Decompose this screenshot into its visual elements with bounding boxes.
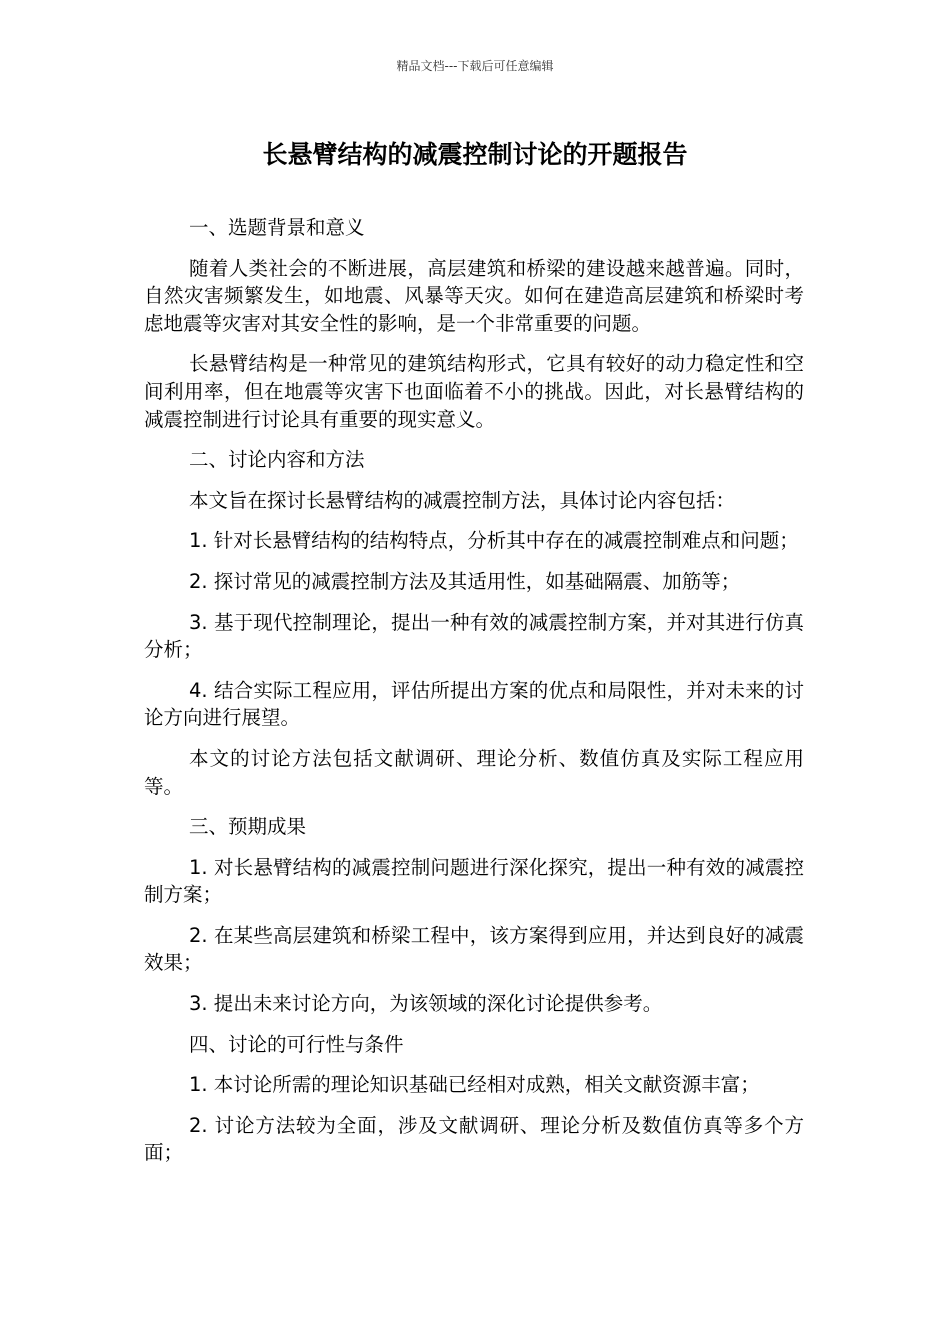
section-heading-background: 一、选题背景和意义 bbox=[189, 216, 365, 239]
paragraph: 本文的讨论方法包括文献调研、理论分析、数值仿真及实际工程应用等。 bbox=[144, 746, 804, 798]
paragraph: 随着人类社会的不断进展，高层建筑和桥梁的建设越来越普遍。同时，自然灾害频繁发生，如地震、风暴等天灾。如何在建造高层建筑和桥梁时考虑地震等灾害对其安全性的影响，是一个非常重要的问题。 bbox=[144, 256, 804, 335]
list-item: 1. 针对长悬臂结构的结构特点，分析其中存在的减震控制难点和问题； bbox=[189, 529, 799, 553]
section-heading-expected-results: 三、预期成果 bbox=[189, 815, 307, 839]
section-heading-feasibility: 四、讨论的可行性与条件 bbox=[189, 1032, 404, 1056]
document-body bbox=[144, 214, 804, 1180]
list-item: 2. 讨论方法较为全面，涉及文献调研、理论分析及数值仿真等多个方面； bbox=[144, 1113, 804, 1165]
list-item: 1. 本讨论所需的理论知识基础已经相对成熟，相关文献资源丰富； bbox=[189, 1073, 760, 1097]
list-item: 3. 提出未来讨论方向，为该领域的深化讨论提供参考。 bbox=[189, 992, 663, 1016]
document-title: 长悬臂结构的减震控制讨论的开题报告 bbox=[262, 140, 688, 169]
list-item: 1. 对长悬臂结构的减震控制问题进行深化探究，提出一种有效的减震控制方案； bbox=[144, 855, 804, 907]
list-item: 2. 探讨常见的减震控制方法及其适用性，如基础隔震、加筋等； bbox=[189, 569, 741, 593]
list-item: 3. 基于现代控制理论，提出一种有效的减震控制方案，并对其进行仿真分析； bbox=[144, 610, 804, 662]
list-item: 4. 结合实际工程应用，评估所提出方案的优点和局限性，并对未来的讨论方向进行展望。 bbox=[144, 678, 804, 730]
paragraph: 本文旨在探讨长悬臂结构的减震控制方法，具体讨论内容包括： bbox=[189, 488, 736, 512]
paragraph: 长悬臂结构是一种常见的建筑结构形式，它具有较好的动力稳定性和空间利用率，但在地震等灾害下也面临着不小的挑战。因此，对长悬臂结构的减震控制进行讨论具有重要的现实意义。 bbox=[144, 352, 804, 431]
list-item: 2. 在某些高层建筑和桥梁工程中，该方案得到应用，并达到良好的减震效果； bbox=[144, 923, 804, 975]
header-note: 精品文档---下载后可任意编辑 bbox=[396, 59, 554, 73]
section-heading-content-methods: 二、讨论内容和方法 bbox=[189, 448, 365, 472]
